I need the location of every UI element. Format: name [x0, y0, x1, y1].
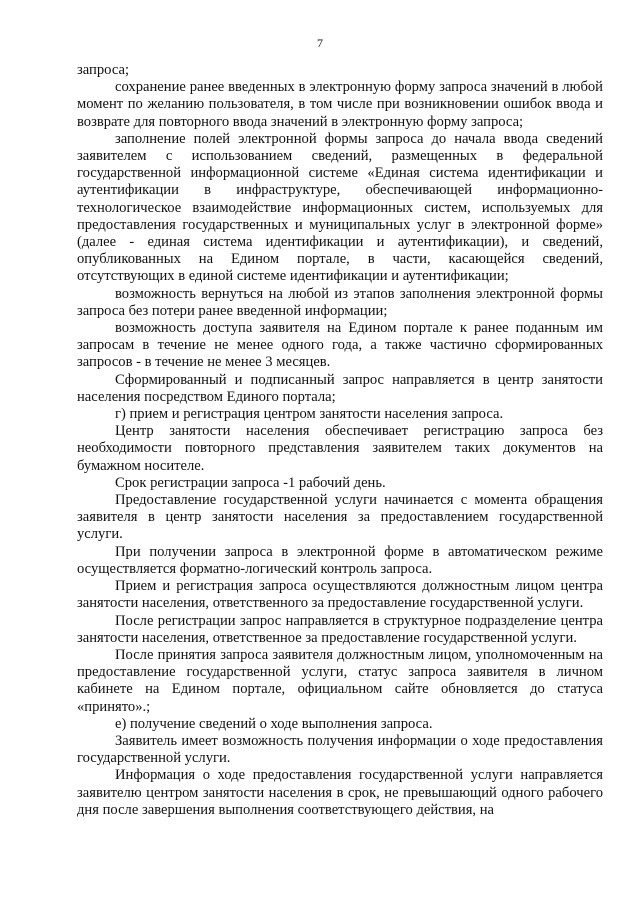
paragraph: Центр занятости населения обеспечивает регистрацию запроса без необходимости повторного представления заявителем таких документов на бумажном носителе.: [77, 423, 603, 474]
paragraph: г) прием и регистрация центром занятости населения запроса.: [115, 406, 504, 423]
paragraph: При получении запроса в электронной форме в автоматическом режиме осуществляется форматно-логический контроль запроса.: [77, 543, 603, 577]
paragraph: Предоставление государственной услуги начинается с момента обращения заявителя в центр занятости населения за предоставлением государственной услуги.: [77, 492, 603, 543]
paragraph: запроса;: [77, 62, 130, 78]
document-body: [77, 62, 603, 819]
paragraph: После принятия запроса заявителя должностным лицом, уполномоченным на предоставление государственной услуги, статус запроса заявителя в личном кабинете на Едином портале, официальном сайте обновляется до статуса «принято».;: [77, 646, 603, 715]
paragraph: После регистрации запрос направляется в структурное подразделение центра занятости населения, ответственное за предоставление государственной услуги.: [77, 612, 603, 646]
paragraph: возможность доступа заявителя на Едином портале к ранее поданным им запросам в течение не менее одного года, а также частично сформированных запросов - в течение не менее 3 месяцев.: [77, 320, 603, 371]
paragraph: Информация о ходе предоставления государственной услуги направляется заявителю центром занятости населения в срок, не превышающий одного рабочего дня после завершения выполнения соответствующего действия, на: [77, 767, 603, 818]
paragraph: Срок регистрации запроса -1 рабочий день.: [115, 474, 386, 491]
paragraph: Прием и регистрация запроса осуществляются должностным лицом центра занятости населения, ответственного за предоставление государственной услуги.: [77, 578, 603, 612]
page-number: 7: [317, 36, 323, 50]
paragraph: возможность вернуться на любой из этапов заполнения электронной формы запроса без потери ранее введенной информации;: [77, 285, 603, 319]
paragraph: е) получение сведений о ходе выполнения запроса.: [115, 715, 433, 732]
paragraph: заполнение полей электронной формы запроса до начала ввода сведений заявителем с использованием сведений, размещенных в федеральной государственной информационной системе «Единая система идентификации и аутентификации в инфраструктуре, обеспечивающей информационно-технологическое взаимодействие информационных систем, используемых для предоставления государственных и муниципальных услуг в электронной форме» (далее - единая система идентификации и аутентификации), и сведений, опубликованных на Едином портале, в части, касающейся сведений, отсутствующих в единой системе идентификации и аутентификации;: [77, 130, 603, 285]
paragraph: Заявитель имеет возможность получения информации о ходе предоставления государственной услуги.: [77, 732, 603, 767]
paragraph: сохранение ранее введенных в электронную форму запроса значений в любой момент по желанию пользователя, в том числе при возникновении ошибок ввода и возврате для повторного ввода значений в электронную форму запроса;: [77, 79, 603, 130]
paragraph: Сформированный и подписанный запрос направляется в центр занятости населения посредством Единого портала;: [77, 371, 603, 405]
